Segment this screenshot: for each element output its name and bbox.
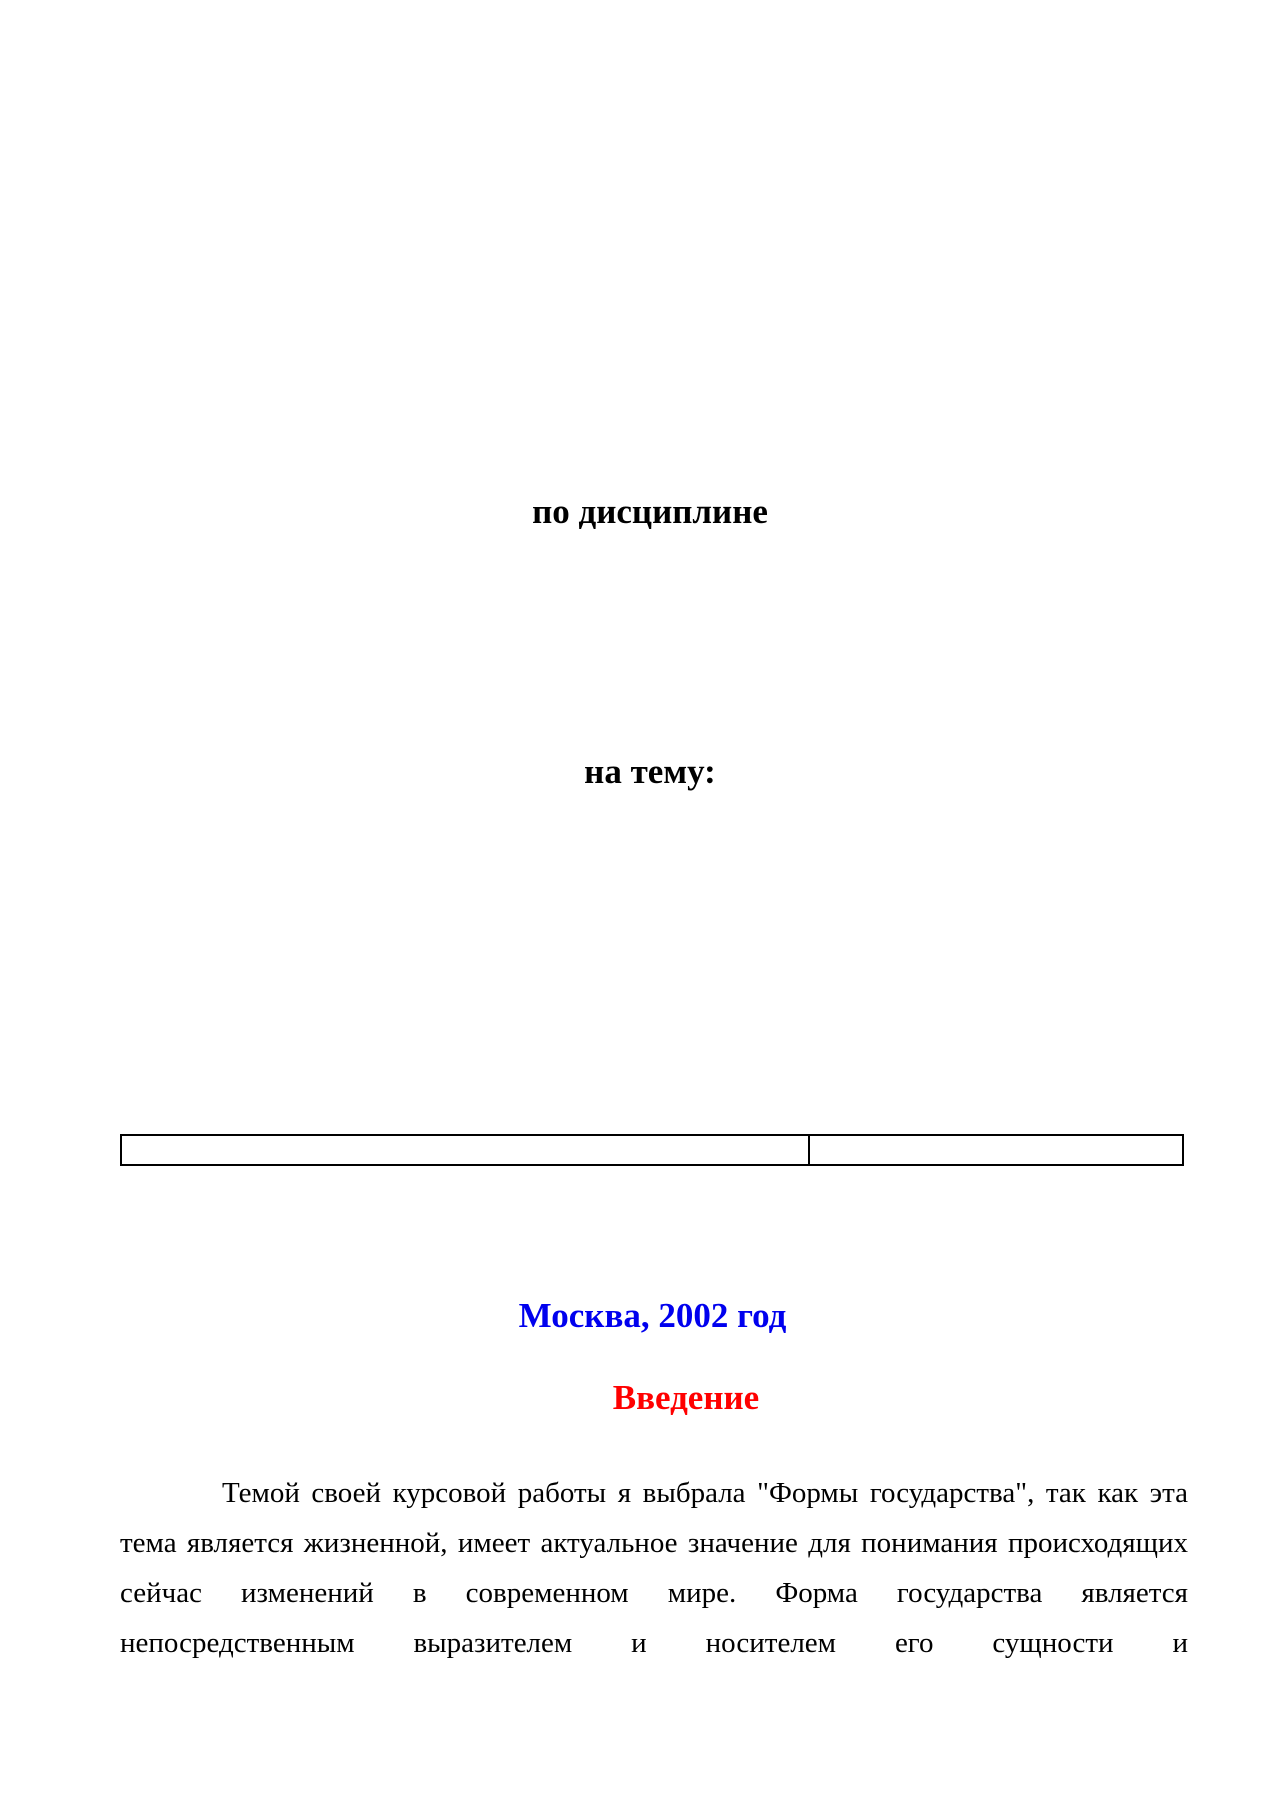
table-cell-right bbox=[809, 1135, 1183, 1165]
introduction-paragraph-text: Темой своей курсовой работы я выбрала "Формы государства", так как эта тема является жизненной, имеет актуальное значение для понимания происходящих сейчас изменений в современном мире. Форма государства является непосредственным выразителем и носителем его сущности и bbox=[120, 1477, 1188, 1659]
introduction-paragraph bbox=[120, 1468, 1188, 1668]
theme-label: на тему: bbox=[584, 752, 716, 791]
city-year: Москва, 2002 год bbox=[518, 1296, 787, 1335]
table-cell-left bbox=[121, 1135, 809, 1165]
table-row bbox=[121, 1135, 1183, 1165]
signature-table bbox=[120, 1134, 1184, 1166]
introduction-heading: Введение bbox=[612, 1378, 760, 1417]
discipline-label: по дисциплине bbox=[532, 492, 768, 531]
